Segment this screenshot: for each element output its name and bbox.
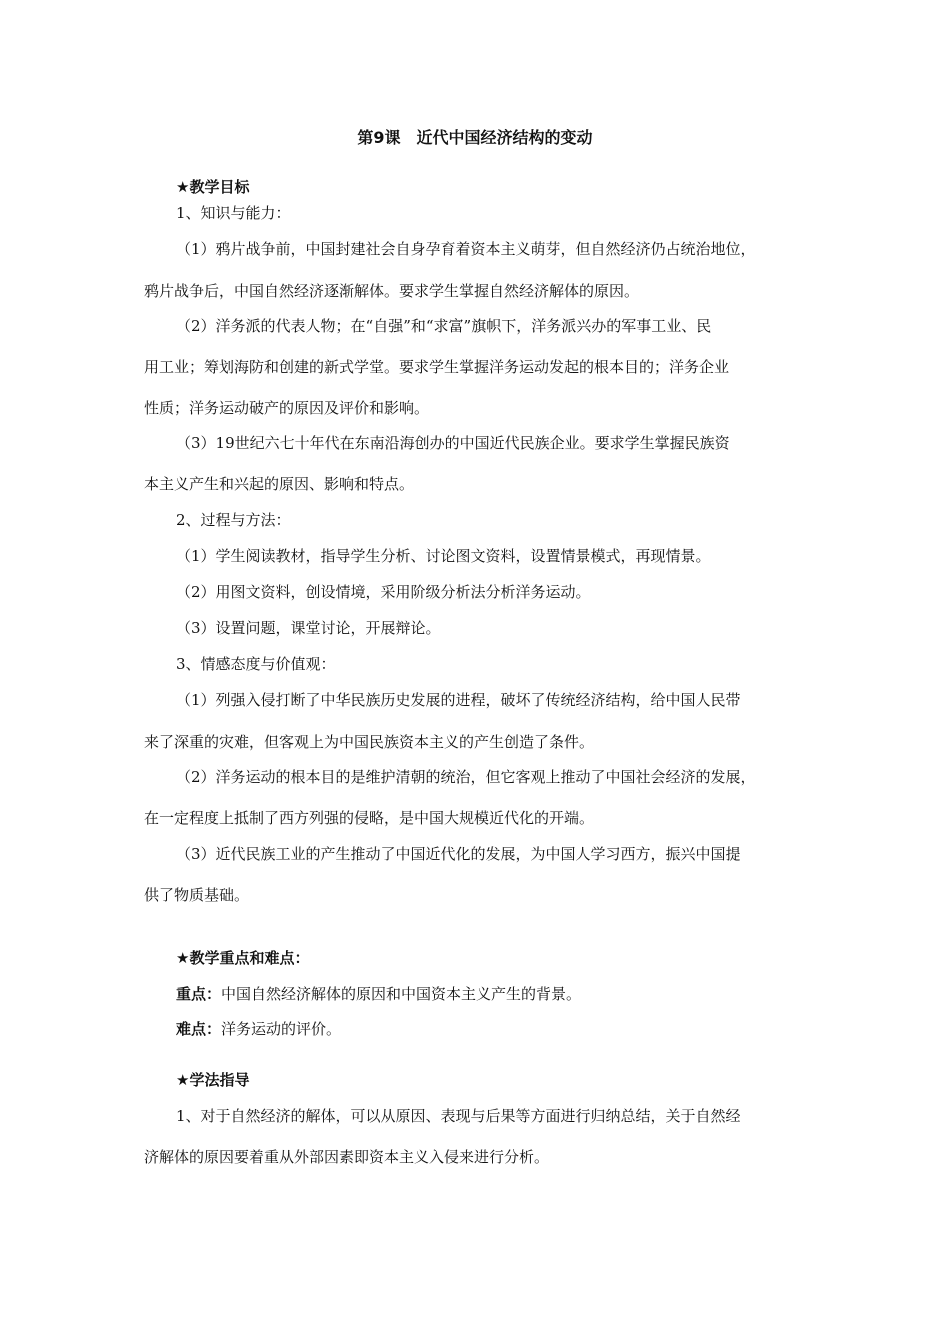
paragraph-line: 用工业；筹划海防和创建的新式学堂。要求学生掌握洋务运动发起的根本目的；洋务企业: [144, 358, 730, 376]
key-points-heading: ★教学重点和难点：: [176, 949, 310, 967]
method-heading: ★学法指导: [176, 1071, 250, 1089]
process-heading: 2、过程与方法：: [176, 511, 291, 529]
paragraph-line: 性质；洋务运动破产的原因及评价和影响。: [144, 399, 430, 417]
paragraph-line: 来了深重的灾难，但客观上为中国民族资本主义的产生创造了条件。: [144, 733, 595, 751]
paragraph-line: 鸦片战争后，中国自然经济逐渐解体。要求学生掌握自然经济解体的原因。: [144, 282, 640, 300]
objectives-heading: ★教学目标: [176, 178, 250, 196]
paragraph-line: 1、对于自然经济的解体，可以从原因、表现与后果等方面进行归纳总结，关于自然经: [176, 1107, 741, 1125]
paragraph-line: （2）用图文资料，创设情境，采用阶级分析法分析洋务运动。: [176, 583, 591, 601]
paragraph-line: （2）洋务派的代表人物；在“自强”和“求富”旗帜下，洋务派兴办的军事工业、民: [176, 317, 712, 335]
paragraph-line: 在一定程度上抵制了西方列强的侵略，是中国大规模近代化的开端。: [144, 809, 595, 827]
paragraph-line: 济解体的原因要着重从外部因素即资本主义入侵来进行分析。: [144, 1148, 550, 1166]
difficulty-line: [176, 1019, 341, 1039]
values-heading: 3、情感态度与价值观：: [176, 655, 336, 673]
paragraph-line: （1）列强入侵打断了中华民族历史发展的进程，破坏了传统经济结构，给中国人民带: [176, 691, 741, 709]
paragraph-line: （3）近代民族工业的产生推动了中国近代化的发展，为中国人学习西方，振兴中国提: [176, 845, 741, 863]
knowledge-heading: 1、知识与能力：: [176, 204, 291, 222]
paragraph-line: （3）19世纪六七十年代在东南沿海创办的中国近代民族企业。要求学生掌握民族资: [176, 434, 730, 452]
focus-text: 中国自然经济解体的原因和中国资本主义产生的背景。: [221, 985, 582, 1003]
paragraph-line: 本主义产生和兴起的原因、影响和特点。: [144, 475, 415, 493]
paragraph-line: （3）设置问题，课堂讨论，开展辩论。: [176, 619, 441, 637]
paragraph-line: （1）学生阅读教材，指导学生分析、讨论图文资料，设置情景模式，再现情景。: [176, 547, 711, 565]
paragraph-line: （1）鸦片战争前，中国封建社会自身孕育着资本主义萌芽，但自然经济仍占统治地位，: [176, 240, 756, 258]
difficulty-text: 洋务运动的评价。: [221, 1020, 342, 1038]
paragraph-line: 供了物质基础。: [144, 886, 250, 904]
paragraph-line: （2）洋务运动的根本目的是维护清朝的统治，但它客观上推动了中国社会经济的发展，: [176, 768, 756, 786]
difficulty-label: 难点：: [176, 1020, 222, 1038]
page-title: 第9课 近代中国经济结构的变动: [357, 128, 593, 147]
focus-line: [176, 984, 581, 1004]
focus-label: 重点：: [176, 985, 222, 1003]
